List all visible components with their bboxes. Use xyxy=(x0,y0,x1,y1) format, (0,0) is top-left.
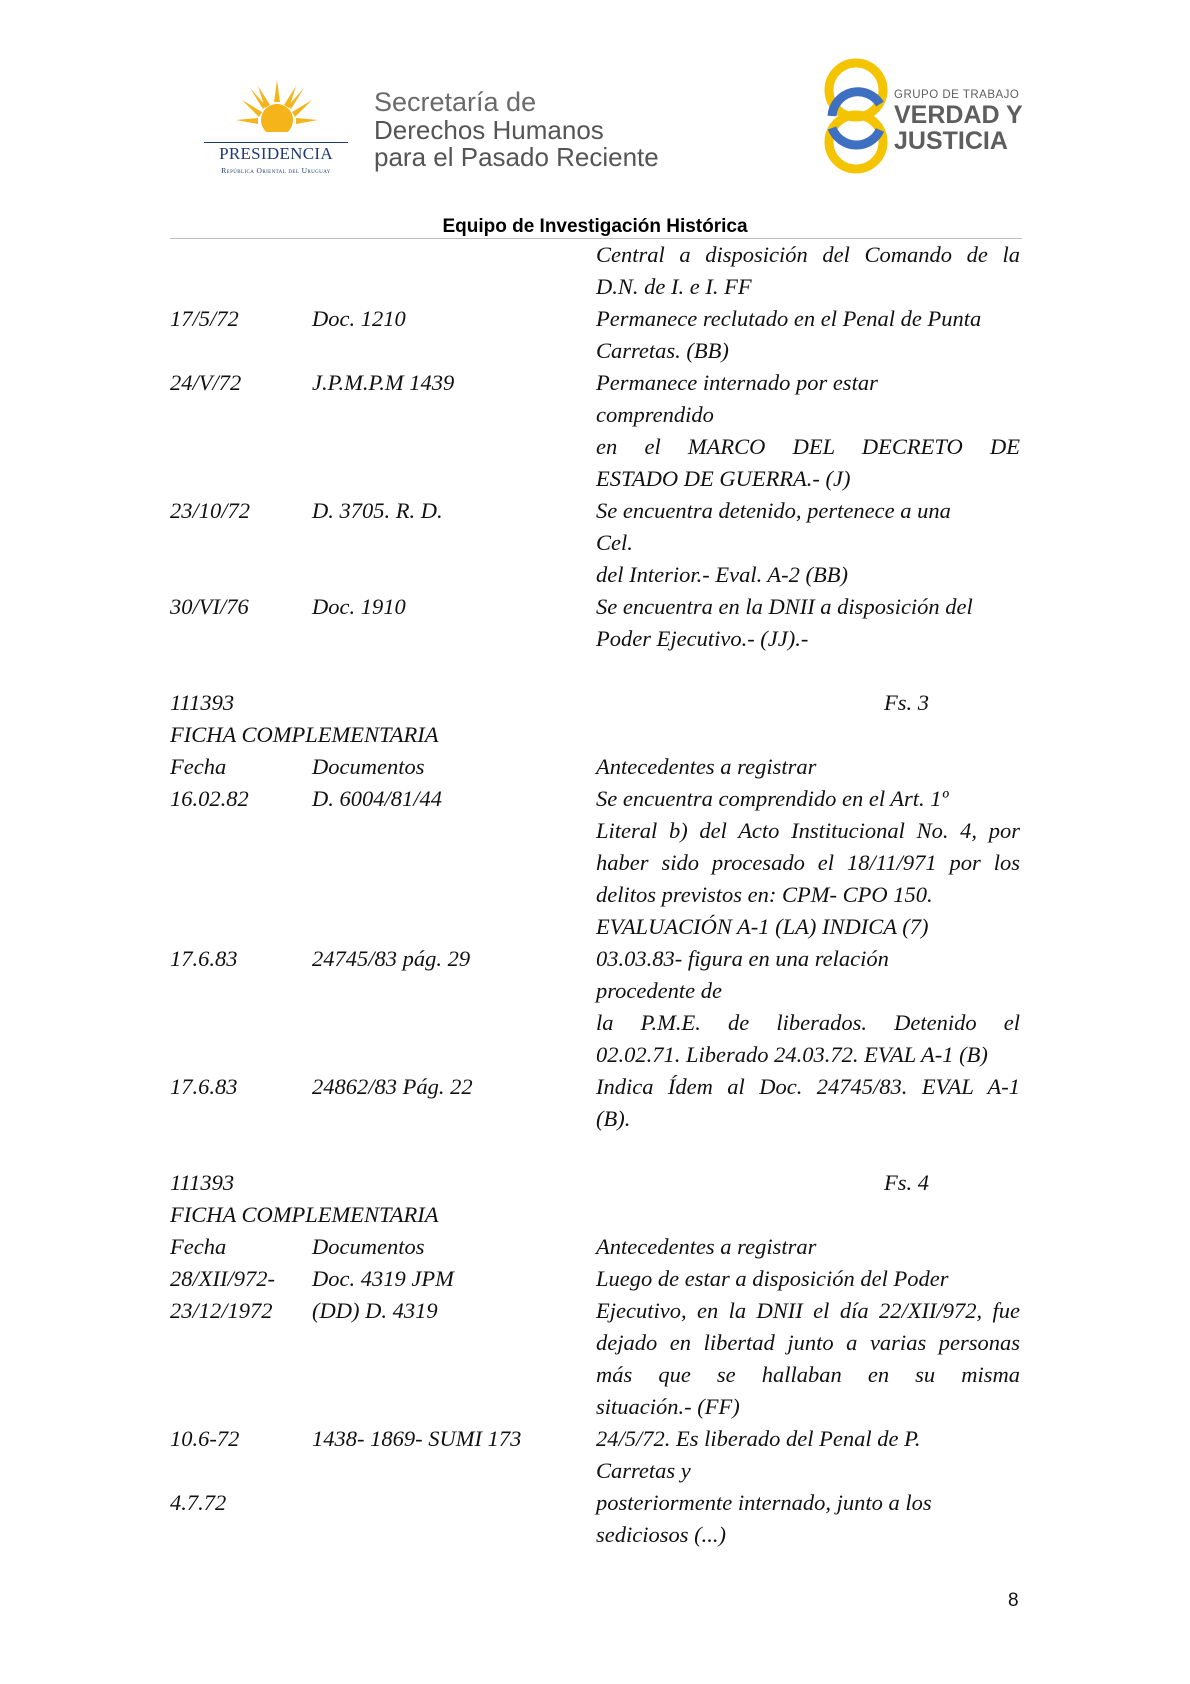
entry-text: más que se hallaban en su misma xyxy=(596,1362,1020,1387)
vj-group-label: GRUPO DE TRABAJO xyxy=(894,89,1020,101)
secretaria-line-2: Derechos Humanos xyxy=(374,115,604,145)
record-number: 111393 xyxy=(170,690,235,715)
page-number: 8 xyxy=(1008,1590,1019,1611)
entry-document: D. 3705. R. D. xyxy=(312,498,443,523)
secretaria-line-3: para el Pasado Reciente xyxy=(374,142,659,172)
entry-text: Permanece internado por estar xyxy=(596,370,878,395)
entry-date: 24/V/72 xyxy=(170,370,242,395)
entry-text: (B). xyxy=(596,1106,631,1131)
column-header-antecedentes: Antecedentes a registrar xyxy=(596,1234,817,1259)
column-header-fecha: Fecha xyxy=(170,1234,227,1259)
vj-line-2: JUSTICIA xyxy=(894,127,1008,155)
entry-date: 23/12/1972 xyxy=(170,1298,273,1323)
entry-text: haber sido procesado el 18/11/971 por los xyxy=(596,850,1020,875)
verdad-justicia-title xyxy=(894,88,1023,154)
verdad-justicia-rings-icon xyxy=(820,56,896,178)
section-title: FICHA COMPLEMENTARIA xyxy=(170,722,439,747)
entry-document: 24745/83 pág. 29 xyxy=(312,946,471,971)
entry-text: sediciosos (...) xyxy=(596,1522,726,1547)
record-number: 111393 xyxy=(170,1170,235,1195)
entry-date: 30/VI/76 xyxy=(170,594,249,619)
entry-date: 17.6.83 xyxy=(170,1074,238,1099)
entry-date: 28/XII/972- xyxy=(170,1266,275,1291)
entry-date: 16.02.82 xyxy=(170,786,249,811)
secretaria-title xyxy=(374,88,659,171)
entry-text: EVALUACIÓN A-1 (LA) INDICA (7) xyxy=(596,914,929,939)
entry-document: 24862/83 Pág. 22 xyxy=(312,1074,473,1099)
section-title: FICHA COMPLEMENTARIA xyxy=(170,1202,439,1227)
entry-document: J.P.M.P.M 1439 xyxy=(312,370,455,395)
entry-text: Permanece reclutado en el Penal de Punta xyxy=(596,306,982,331)
presidencia-subtitle: República Oriental del Uruguay xyxy=(221,166,331,175)
entry-text: situación.- (FF) xyxy=(596,1394,740,1419)
presidencia-logo xyxy=(196,80,356,180)
column-header-fecha: Fecha xyxy=(170,754,227,779)
folio-number: Fs. 4 xyxy=(884,1170,929,1195)
presidencia-divider xyxy=(204,142,348,143)
entry-text: Literal b) del Acto Institucional No. 4, por xyxy=(596,818,1020,843)
column-header-documentos: Documentos xyxy=(312,1234,425,1259)
entry-text: Carretas. (BB) xyxy=(596,338,729,363)
entry-text: en el MARCO DEL DECRETO DE xyxy=(596,434,1020,459)
entry-text: Central a disposición del Comando de la xyxy=(596,242,1020,267)
entry-text: dejado en libertad junto a varias personas xyxy=(596,1330,1020,1355)
entry-document: Doc. 4319 JPM xyxy=(312,1266,454,1291)
entry-date: 17/5/72 xyxy=(170,306,239,331)
entry-document: D. 6004/81/44 xyxy=(312,786,443,811)
presidencia-name: PRESIDENCIA xyxy=(219,144,333,163)
folio-number: Fs. 3 xyxy=(884,690,929,715)
entry-text: Indica Ídem al Doc. 24745/83. EVAL A-1 xyxy=(596,1074,1020,1099)
header-rule xyxy=(170,238,1022,239)
entry-text: Ejecutivo, en la DNII el día 22/XII/972, fue xyxy=(596,1298,1020,1323)
entry-document: (DD) D. 4319 xyxy=(312,1298,438,1323)
entry-date: 10.6-72 xyxy=(170,1426,240,1451)
entry-date: 23/10/72 xyxy=(170,498,251,523)
entry-document: Doc. 1210 xyxy=(312,306,406,331)
entry-text: Carretas y xyxy=(596,1458,691,1483)
entry-text: 02.02.71. Liberado 24.03.72. EVAL A-1 (B) xyxy=(596,1042,988,1067)
entry-date: 17.6.83 xyxy=(170,946,238,971)
team-heading: Equipo de Investigación Histórica xyxy=(442,216,748,237)
entry-text: Poder Ejecutivo.- (JJ).- xyxy=(596,626,809,651)
entry-document: Doc. 1910 xyxy=(312,594,406,619)
sun-emblem-icon xyxy=(236,80,318,140)
entry-text: comprendido xyxy=(596,402,714,427)
entry-text: posteriormente internado, junto a los xyxy=(596,1490,932,1515)
entry-text: Luego de estar a disposición del Poder xyxy=(596,1266,949,1291)
entry-text: 24/5/72. Es liberado del Penal de P. xyxy=(596,1426,921,1451)
entry-text: Cel. xyxy=(596,530,633,555)
column-header-antecedentes: Antecedentes a registrar xyxy=(596,754,817,779)
entry-text: Se encuentra en la DNII a disposición del xyxy=(596,594,973,619)
secretaria-line-1: Secretaría de xyxy=(374,87,537,117)
entry-document: 1438- 1869- SUMI 173 xyxy=(312,1426,522,1451)
entry-text: Se encuentra comprendido en el Art. 1º xyxy=(596,786,949,811)
entry-text: procedente de xyxy=(596,978,722,1003)
entry-text: del Interior.- Eval. A-2 (BB) xyxy=(596,562,849,587)
entry-text: la P.M.E. de liberados. Detenido el xyxy=(596,1010,1020,1035)
entry-text: 03.03.83- figura en una relación xyxy=(596,946,889,971)
column-header-documentos: Documentos xyxy=(312,754,425,779)
vj-line-1: VERDAD Y xyxy=(894,101,1023,129)
entry-text: ESTADO DE GUERRA.- (J) xyxy=(596,466,851,491)
entry-text: delitos previstos en: CPM- CPO 150. xyxy=(596,882,933,907)
entry-text: Se encuentra detenido, pertenece a una xyxy=(596,498,951,523)
entry-date: 4.7.72 xyxy=(170,1490,227,1515)
entry-text: D.N. de I. e I. FF xyxy=(596,274,752,299)
